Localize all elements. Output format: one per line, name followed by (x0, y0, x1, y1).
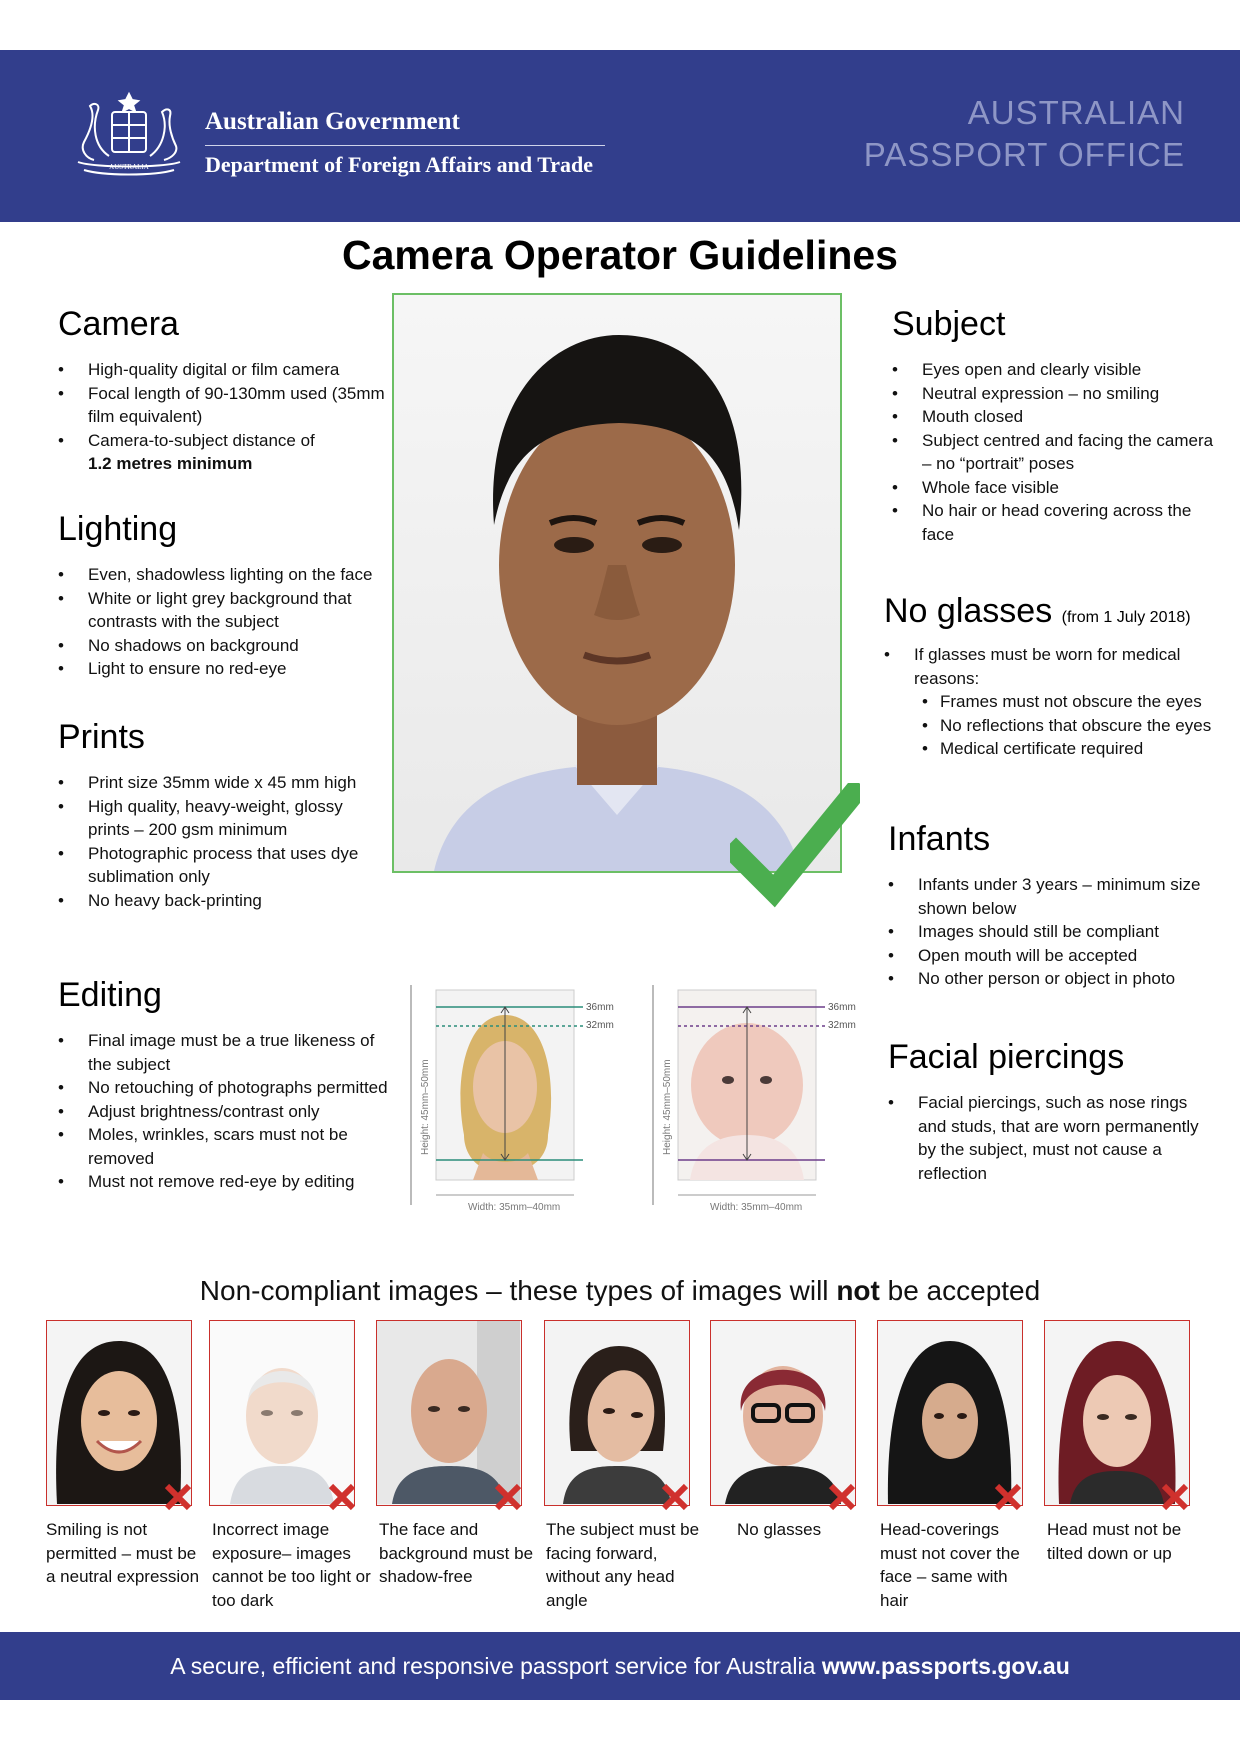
adult-height-label: Height: 45mm–50mm (420, 1059, 431, 1155)
noncompliant-photo-glasses (710, 1320, 856, 1506)
camera-heading: Camera (58, 305, 179, 343)
list-item: • Images should still be compliant (888, 920, 1218, 944)
list-item: • Medical certificate required (914, 737, 1224, 761)
noncompliant-heading (0, 1275, 1240, 1307)
list-item: • Photographic process that uses dye sublimation only (58, 842, 388, 889)
list-item: • White or light grey background that contrasts with the subject (58, 587, 388, 634)
noncompliant-caption: Head-coverings must not cover the face – same with hair (880, 1520, 1020, 1610)
infant-top-mark: 36mm (828, 1002, 856, 1013)
list-item: • Open mouth will be accepted (888, 944, 1218, 968)
footer-banner (0, 1632, 1240, 1700)
lighting-section (58, 510, 388, 681)
subject-list (892, 358, 1222, 546)
reject-x-icon (828, 1483, 856, 1511)
list-item: • No retouching of photographs permitted (58, 1076, 388, 1100)
noncompliant-title-bold: not (836, 1275, 880, 1306)
piercings-section (888, 1038, 1218, 1185)
reject-x-icon (661, 1483, 689, 1511)
prints-section (58, 718, 388, 912)
adult-diagram-svg (398, 985, 638, 1225)
footer-url-link[interactable]: www.passports.gov.au (821, 1653, 1070, 1679)
list-item: • No reflections that obscure the eyes (914, 714, 1224, 738)
list-item: • No hair or head covering across the face (892, 499, 1222, 546)
list-item-text: If glasses must be worn for medical reasons: (914, 645, 1181, 688)
page-title: Camera Operator Guidelines (342, 232, 898, 278)
noncompliant-caption: The subject must be facing forward, without any head angle (546, 1520, 700, 1610)
list-item: • Even, shadowless lighting on the face (58, 563, 388, 587)
editing-list (58, 1029, 388, 1194)
noncompliant-title-post: be accepted (879, 1275, 1041, 1306)
infant-width-label: Width: 35mm–40mm (710, 1202, 803, 1213)
noncompliant-caption: Incorrect image exposure– images cannot be too light or too dark (212, 1520, 371, 1610)
checkmark-icon (730, 783, 860, 913)
noncompliant-photo-smiling (46, 1320, 192, 1506)
no-glasses-title: No glasses (884, 592, 1053, 630)
reject-x-icon (1161, 1483, 1189, 1511)
list-item: • Light to ensure no red-eye (58, 657, 388, 681)
list-item: • Infants under 3 years – minimum size shown below (888, 873, 1218, 920)
office-name-line1: AUSTRALIAN (967, 94, 1185, 131)
noncompliant-title-pre: Non-compliant images – these types of images will (199, 1275, 837, 1306)
no-glasses-section (884, 592, 1224, 761)
adult-width-label: Width: 35mm–40mm (468, 1202, 561, 1213)
noncompliant-photo-head-angle (544, 1320, 690, 1506)
infants-section (888, 820, 1218, 991)
infant-size-diagram (640, 985, 880, 1230)
list-item: • Must not remove red-eye by editing (58, 1170, 388, 1194)
list-item (58, 429, 388, 476)
office-name-line2: PASSPORT OFFICE (863, 136, 1185, 173)
adult-inner-mark: 32mm (586, 1020, 614, 1031)
noncompliant-photo-head-tilt (1044, 1320, 1190, 1506)
list-item: • Mouth closed (892, 405, 1222, 429)
no-glasses-note: (from 1 July 2018) (1061, 609, 1191, 626)
infants-heading: Infants (888, 820, 991, 858)
noncompliant-photo-shadow (376, 1320, 522, 1506)
lighting-heading: Lighting (58, 510, 178, 548)
noncompliant-caption: The face and background must be shadow-free (379, 1520, 534, 1586)
list-item: • No shadows on background (58, 634, 388, 658)
list-item: • Facial piercings, such as nose rings and studs, that are worn permanently by the subject, must not cause a reflection (888, 1091, 1218, 1185)
header-divider (205, 145, 605, 146)
list-item: • Moles, wrinkles, scars must not be removed (58, 1123, 388, 1170)
reject-x-icon (164, 1483, 192, 1511)
reject-x-icon (328, 1483, 356, 1511)
noncompliant-caption: Smiling is not permitted – must be a neutral expression (46, 1520, 200, 1586)
coat-of-arms-icon (64, 86, 194, 186)
adult-size-diagram (398, 985, 638, 1230)
infant-inner-mark: 32mm (828, 1020, 856, 1031)
editing-heading: Editing (58, 976, 162, 1014)
noncompliant-photo-exposure (209, 1320, 355, 1506)
list-item: • Eyes open and clearly visible (892, 358, 1222, 382)
list-item-text: Camera-to-subject distance of (88, 430, 315, 450)
piercings-heading: Facial piercings (888, 1038, 1125, 1076)
noncompliant-caption: Head must not be tilted down or up (1047, 1520, 1182, 1563)
no-glasses-sublist (914, 690, 1224, 761)
list-item: • Subject centred and facing the camera – no “portrait” poses (892, 429, 1222, 476)
list-item: • Final image must be a true likeness of the subject (58, 1029, 388, 1076)
infant-height-label: Height: 45mm–50mm (662, 1059, 673, 1155)
list-item (884, 643, 1224, 761)
list-item: • No other person or object in photo (888, 967, 1218, 991)
list-item: • Focal length of 90-130mm used (35mm film equivalent) (58, 382, 388, 429)
list-item: • Neutral expression – no smiling (892, 382, 1222, 406)
list-item: • Print size 35mm wide x 45 mm high (58, 771, 388, 795)
noncompliant-caption: No glasses (737, 1520, 822, 1539)
list-item: • Adjust brightness/contrast only (58, 1100, 388, 1124)
prints-heading: Prints (58, 718, 145, 756)
list-item: • High-quality digital or film camera (58, 358, 388, 382)
adult-top-mark: 36mm (586, 1002, 614, 1013)
camera-list (58, 358, 388, 476)
camera-section (58, 305, 388, 476)
prints-list (58, 771, 388, 912)
lighting-list (58, 563, 388, 681)
piercings-list (888, 1091, 1218, 1185)
infants-list (888, 873, 1218, 991)
list-item: • No heavy back-printing (58, 889, 388, 913)
footer-text: A secure, efficient and responsive passport service for Australia (170, 1653, 816, 1679)
list-item: • Whole face visible (892, 476, 1222, 500)
list-item-bold: 1.2 metres minimum (88, 454, 253, 473)
infant-diagram-svg (640, 985, 880, 1225)
subject-section (892, 305, 1222, 546)
no-glasses-heading (884, 592, 1224, 631)
editing-section (58, 976, 388, 1194)
subject-heading: Subject (892, 305, 1006, 343)
crest-text: AUSTRALIA (109, 163, 149, 171)
reject-x-icon (994, 1483, 1022, 1511)
list-item: • Frames must not obscure the eyes (914, 690, 1224, 714)
noncompliant-photo-head-covering (877, 1320, 1023, 1506)
department-name: Department of Foreign Affairs and Trade (205, 152, 594, 177)
no-glasses-list (884, 643, 1224, 761)
government-title: Australian Government (205, 108, 460, 135)
reject-x-icon (494, 1483, 522, 1511)
list-item: • High quality, heavy-weight, glossy prints – 200 gsm minimum (58, 795, 388, 842)
